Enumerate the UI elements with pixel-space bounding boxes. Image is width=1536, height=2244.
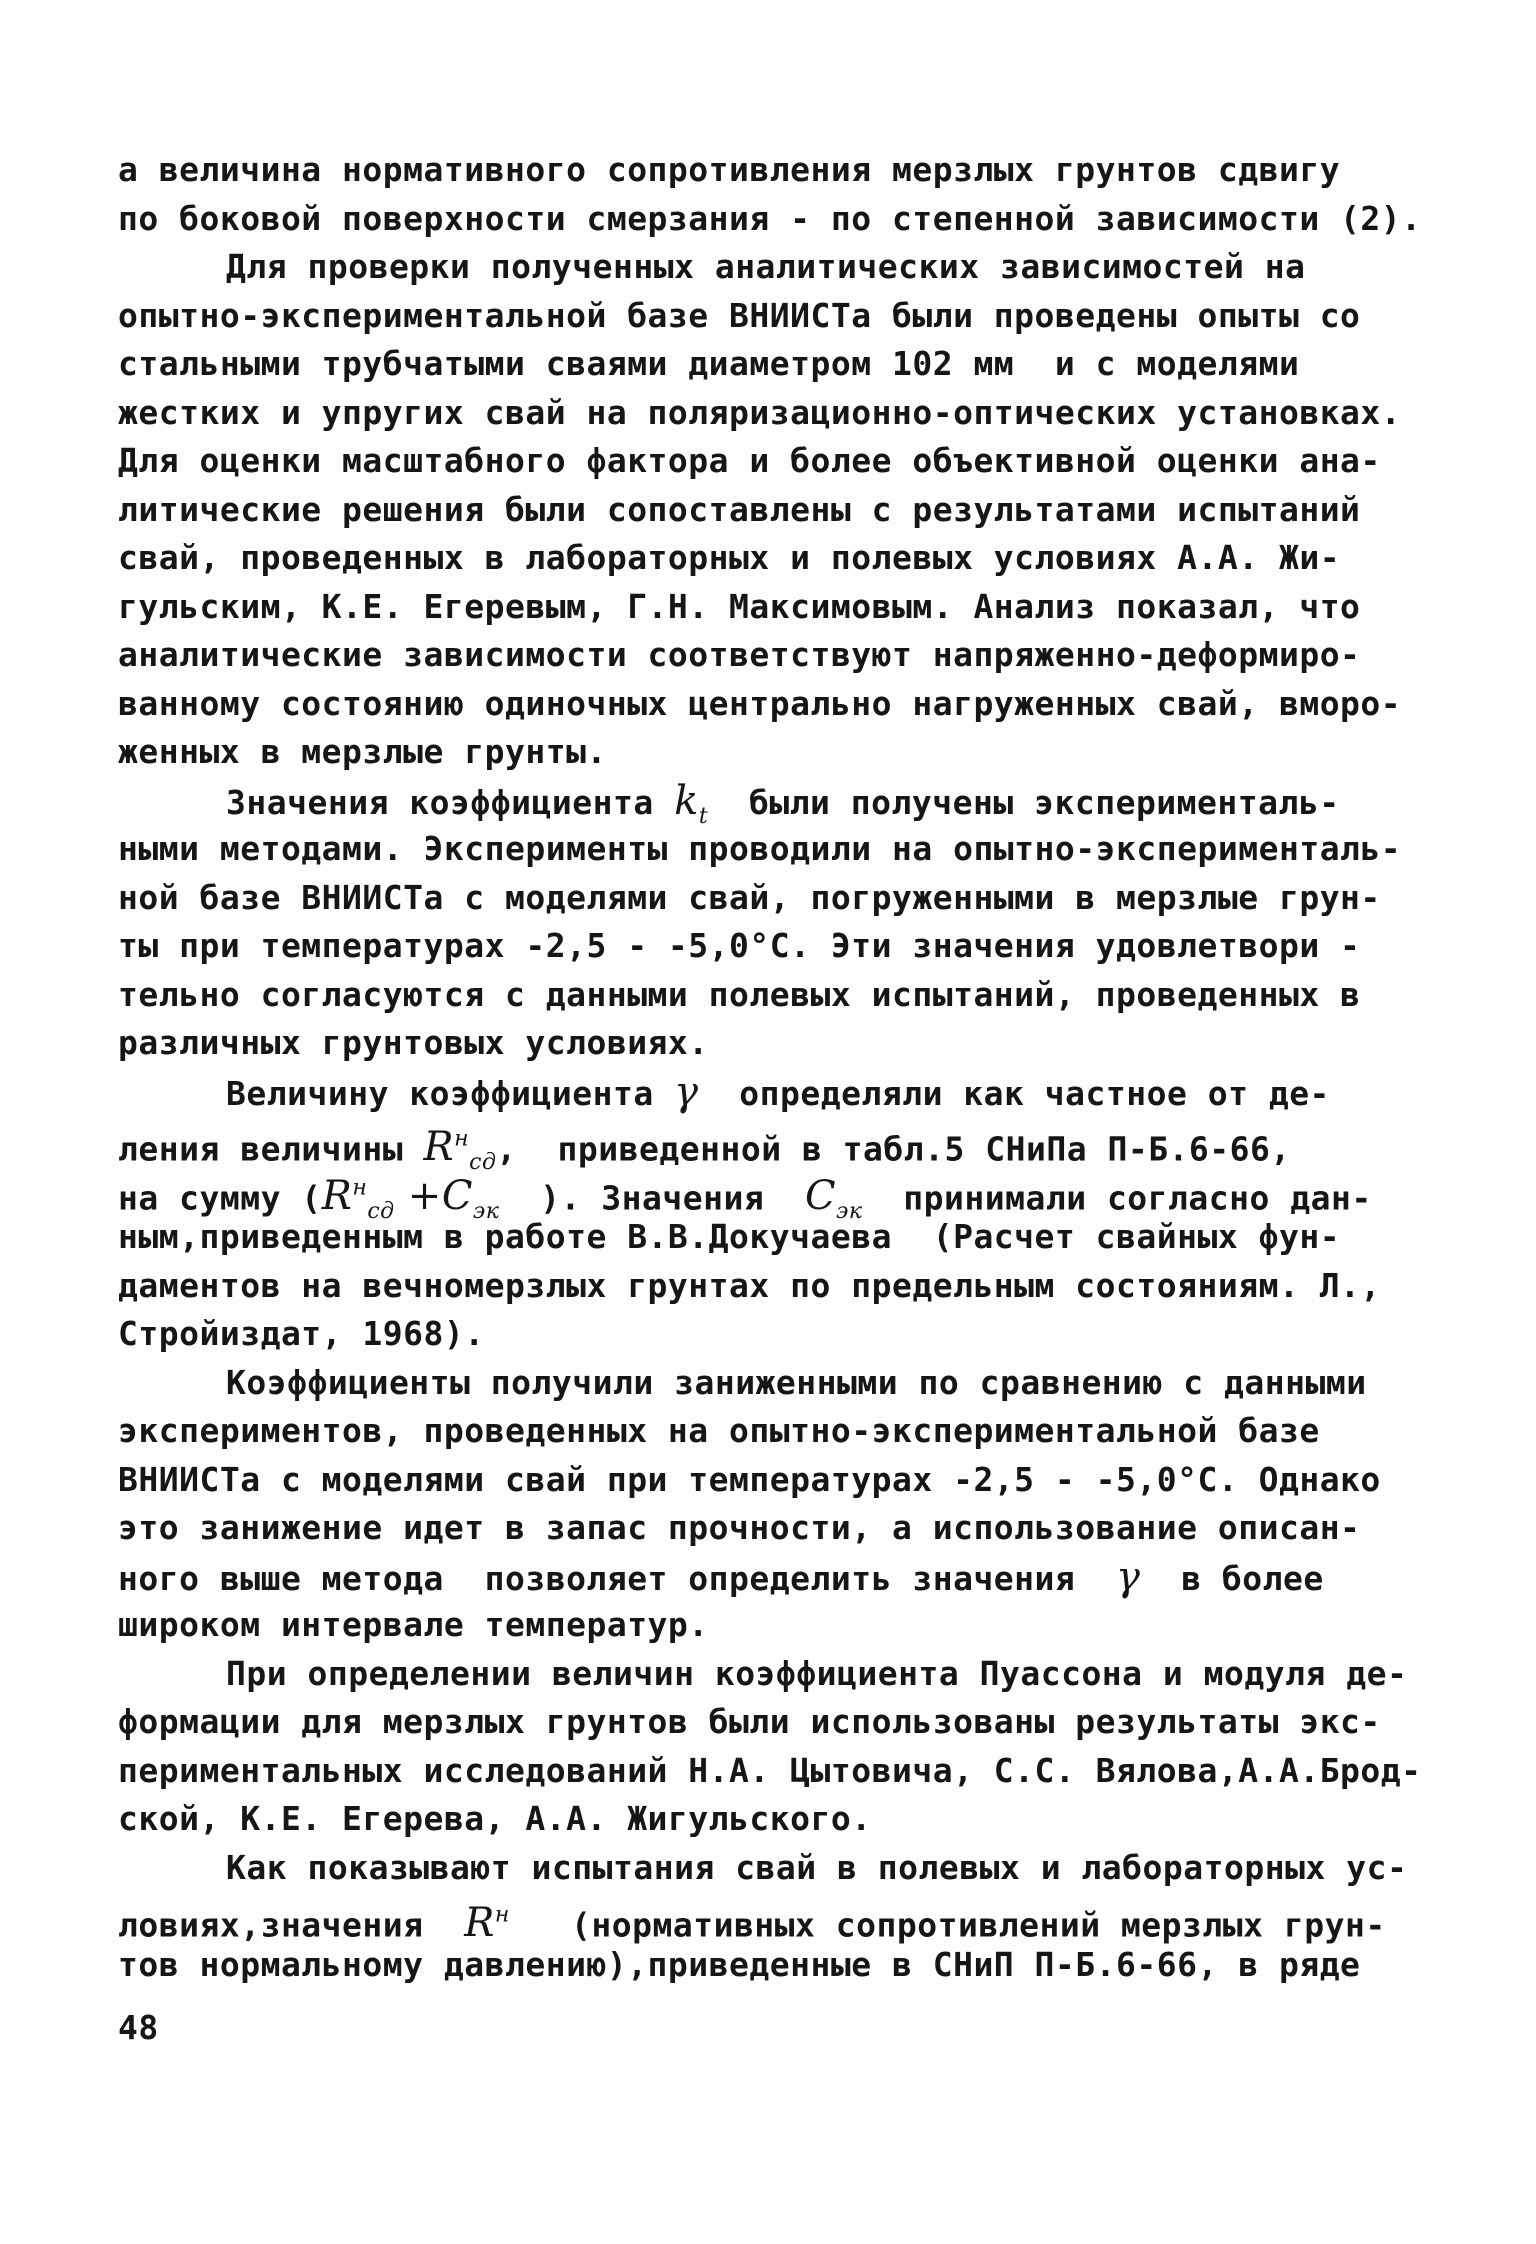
text-line: жестких и упругих свай на поляризационно-оптических установках. <box>118 392 1402 432</box>
text-line: широком интервале температур. <box>118 1605 709 1644</box>
body-text <box>118 146 1422 1989</box>
text-line <box>118 777 1418 829</box>
text-line: опытно-экспериментальной базе ВНИИСТа были проведены опыты со <box>118 295 1361 335</box>
text-line <box>118 1165 1418 1224</box>
text-line: аналитические зависимости соответствуют напряженно-деформиро- <box>118 635 1361 674</box>
text-line: это занижение идет в запас прочности, а использование описан- <box>118 1508 1361 1547</box>
text-line: женных в мерзлые грунты. <box>118 732 607 771</box>
c-ek-symbol: $C_{эк}$ <box>804 1172 863 1224</box>
page-number: 48 <box>118 2008 159 2047</box>
text-line: ВНИИСТа с моделями свай при температурах -2,5 - -5,0°С. Однако <box>118 1459 1381 1499</box>
text-line: ным,приведенным в работе В.В.Докучаева (Расчет свайных фун- <box>118 1217 1341 1256</box>
gamma-symbol: γ <box>674 1068 699 1115</box>
gamma-symbol: γ <box>1116 1553 1141 1600</box>
text-line: свай, проведенных в лабораторных и полевых условиях А.А. Жи- <box>118 538 1341 577</box>
text-line: литические решения были сопоставлены с результатами испытаний <box>118 489 1361 529</box>
text-line: Как показывают испытания свай в полевых и лабораторных ус- <box>226 1847 1408 1887</box>
text-line <box>118 1068 1418 1117</box>
text-line: ными методами. Эксперименты проводили на опытно-эксперименталь- <box>118 829 1402 868</box>
text-fragment: ). Значения <box>540 1177 765 1217</box>
text-fragment: ления величины <box>118 1129 404 1169</box>
text-line: Коэффициенты получили заниженными по сравнению с данными <box>226 1362 1367 1402</box>
text-line: ты при температурах -2,5 - -5,0°С. Эти значения удовлетвори - <box>118 926 1361 965</box>
text-fragment: на сумму ( <box>118 1177 322 1217</box>
text-line: тельно согласуются с данными полевых испытаний, проведенных в <box>118 974 1361 1014</box>
text-fragment: в более <box>1181 1558 1324 1598</box>
text-line: периментальных исследований Н.А. Цытовича, С.С. Вялова,А.А.Брод- <box>118 1750 1422 1790</box>
k-coefficient-symbol: $k_t$ <box>674 777 709 829</box>
r-sd-symbol: $R^н_{сд}$ <box>423 1124 497 1176</box>
text-line: формации для мерзлых грунтов были использованы результаты экс- <box>118 1702 1381 1741</box>
text-line: стальными трубчатыми сваями диаметром 102 мм и с моделями <box>118 344 1300 383</box>
text-line: а величина нормативного сопротивления мерзлых грунтов сдвигу <box>118 150 1341 189</box>
text-line: гульским, К.Е. Егеревым, Г.Н. Максимовым. Анализ показал, что <box>118 586 1361 626</box>
text-line: Для проверки полученных аналитических зависимостей на <box>226 247 1306 286</box>
text-line <box>118 1116 1418 1176</box>
text-line: даментов на вечномерзлых грунтах по предельным состояниям. Л., <box>118 1265 1381 1305</box>
r-n-symbol: $R^н$ <box>464 1900 510 1947</box>
text-line: по боковой поверхности смерзания - по степенной зависимости (2). <box>118 198 1422 238</box>
text-line: тов нормальному давлению),приведенные в СНиП П-Б.6-66, в ряде <box>118 1944 1361 1984</box>
text-line: различных грунтовых условиях. <box>118 1023 709 1062</box>
text-line <box>118 1553 1418 1602</box>
text-line: Стройиздат, 1968). <box>118 1314 485 1353</box>
text-fragment: ного выше метода позволяет определить значения <box>118 1558 1076 1598</box>
text-line: При определении величин коэффициента Пуассона и модуля де- <box>226 1653 1408 1693</box>
text-line: Для оценки масштабного фактора и более объективной оценки ана- <box>118 441 1381 480</box>
text-fragment: принимали согласно дан- <box>903 1177 1372 1217</box>
text-line: ной базе ВНИИСТа с моделями свай, погруженными в мерзлые грун- <box>118 877 1381 917</box>
text-line: ской, К.Е. Егерева, А.А. Жигульского. <box>118 1799 872 1838</box>
text-fragment: были получены эксперименталь- <box>748 782 1340 822</box>
text-line: экспериментов, проведенных на опытно-экспериментальной базе <box>118 1411 1320 1450</box>
text-fragment: Значения коэффициента <box>226 782 654 822</box>
text-line: ванному состоянию одиночных центрально нагруженных свай, вморо- <box>118 683 1402 723</box>
text-line <box>118 1892 1418 1947</box>
text-fragment: , приведенной в табл.5 СНиПа П-Б.6-66, <box>496 1129 1291 1169</box>
text-fragment: ловиях,значения <box>118 1905 424 1945</box>
text-fragment: (нормативных сопротивлений мерзлых грун- <box>571 1905 1386 1945</box>
sum-expression: $R^н_{сд} +C_{эк}$ <box>321 1172 500 1224</box>
text-fragment: определяли как частное от де- <box>739 1073 1330 1113</box>
text-fragment: Величину коэффициента <box>226 1073 654 1113</box>
